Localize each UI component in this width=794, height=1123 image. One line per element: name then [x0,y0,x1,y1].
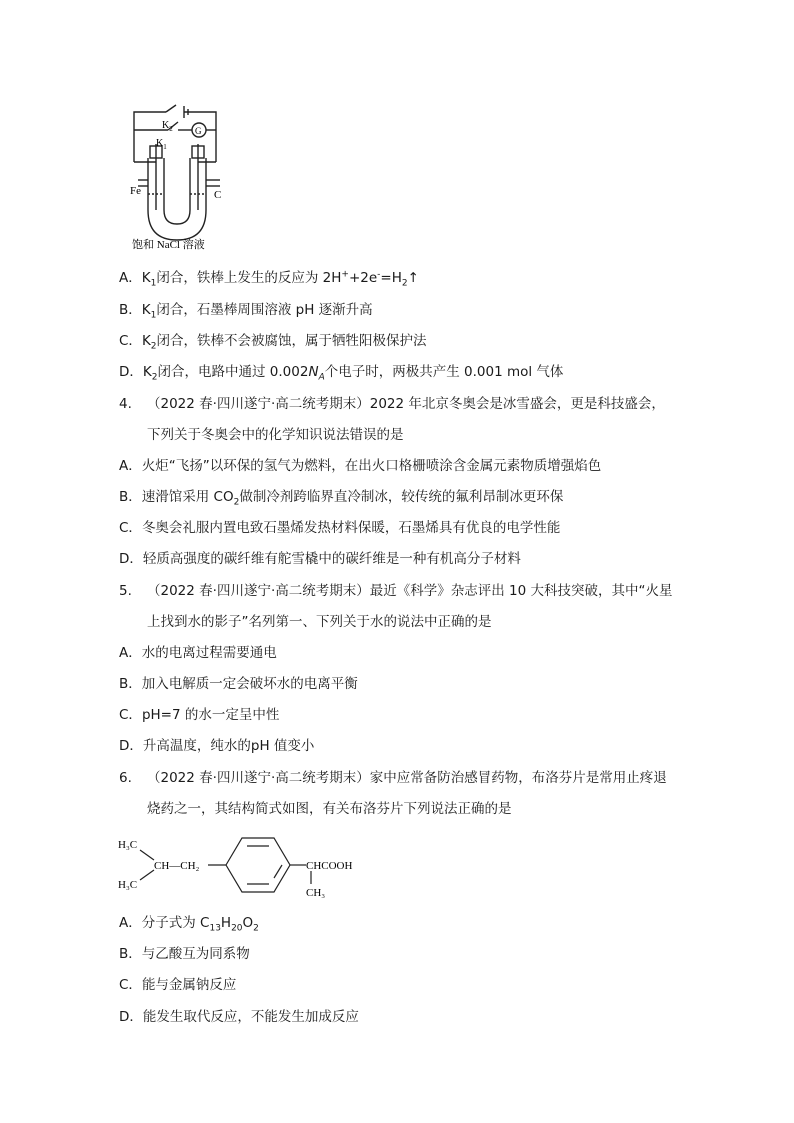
q3-option-d: D．$K_2$闭合，电路中通过 $0.002N_A$个电子时，两极共产生 0.001 mol 气体 [119,364,564,383]
q6-stem-line1: （2022 春·四川遂宁·高二统考期末）家中应常备防治感冒药物，布洛芬片是常用止疼退 [147,770,667,786]
q3-option-b: B．$K_1$闭合，石墨棒周围溶液 pH 逐渐升高 [119,302,373,321]
galvanometer-label: G [195,126,202,136]
q6-option-b: B．与乙酸互为同系物 [119,946,250,962]
q4-number: 4. [119,396,132,412]
q5-option-c: C．pH=7 的水一定呈中性 [119,707,280,723]
c-electrode-label: C [214,189,222,201]
q5-stem-line2: 上找到水的影子”名列第一、下列关于水的说法中正确的是 [147,614,492,630]
ch-ch2-label: CH—CH₂ [154,860,200,872]
ch3-label: CH₃ [306,887,326,899]
q4-option-c: C．冬奥会礼服内置电致石墨烯发热材料保暖，石墨烯具有优良的电学性能 [119,520,561,536]
q4-stem-line1: （2022 春·四川遂宁·高二统考期末）2022 年北京冬奥会是冰雪盛会，更是科技盛会， [147,396,665,412]
q4-option-d: D．轻质高强度的碳纤维有舵雪橇中的碳纤维是一种有机高分子材料 [119,551,521,567]
q6-stem-line2: 烧药之一，其结构简式如图，有关布洛芬片下列说法正确的是 [147,801,512,817]
ibuprofen-structure-figure [118,826,368,902]
fe-electrode-label: Fe [130,185,141,197]
k2-label: $K_2$ [162,120,173,133]
q6-option-d: D．能发生取代反应，不能发生加成反应 [119,1009,359,1025]
q4-stem-line2: 下列关于冬奥会中的化学知识说法错误的是 [147,427,404,443]
q3-option-c: C．$K_2$闭合，铁棒不会被腐蚀，属于牺牲阳极保护法 [119,333,427,352]
q3-option-a: A．$K_1$闭合，铁棒上发生的反应为 $2H^++2e^-=H_2↑$ [119,269,419,289]
k1-label: $K_1$ [156,138,167,151]
q6-number: 6. [119,770,132,786]
q4-option-b: B．速滑馆采用 $CO_2$做制冷剂跨临界直冷制冰，较传统的氟利昂制冰更环保 [119,489,564,508]
q6-option-c: C．能与金属钠反应 [119,977,237,993]
q5-option-a: A．水的电离过程需要通电 [119,645,277,661]
q5-option-d: D．升高温度，纯水的pH 值变小 [119,738,315,754]
h3c-top-label: H₃C [118,839,138,851]
electrolysis-apparatus-figure [128,100,243,250]
q4-option-a: A．火炬“飞扬”以环保的氢气为燃料，在出火口格栅喷涂含金属元素物质增强焰色 [119,458,602,474]
chcooh-label: CHCOOH [306,860,353,872]
q5-option-b: B．加入电解质一定会破坏水的电离平衡 [119,676,358,692]
q6-option-a: A．分子式为 $C_{13}H_{20}O_2$ [119,915,259,934]
h3c-bottom-label: H₃C [118,879,138,891]
q5-stem-line1: （2022 春·四川遂宁·高二统考期末）最近《科学》杂志评出 10 大科技突破，其中“火星 [147,583,673,599]
q5-number: 5. [119,583,132,599]
solution-caption: 饱和 NaCl 溶液 [132,239,205,250]
